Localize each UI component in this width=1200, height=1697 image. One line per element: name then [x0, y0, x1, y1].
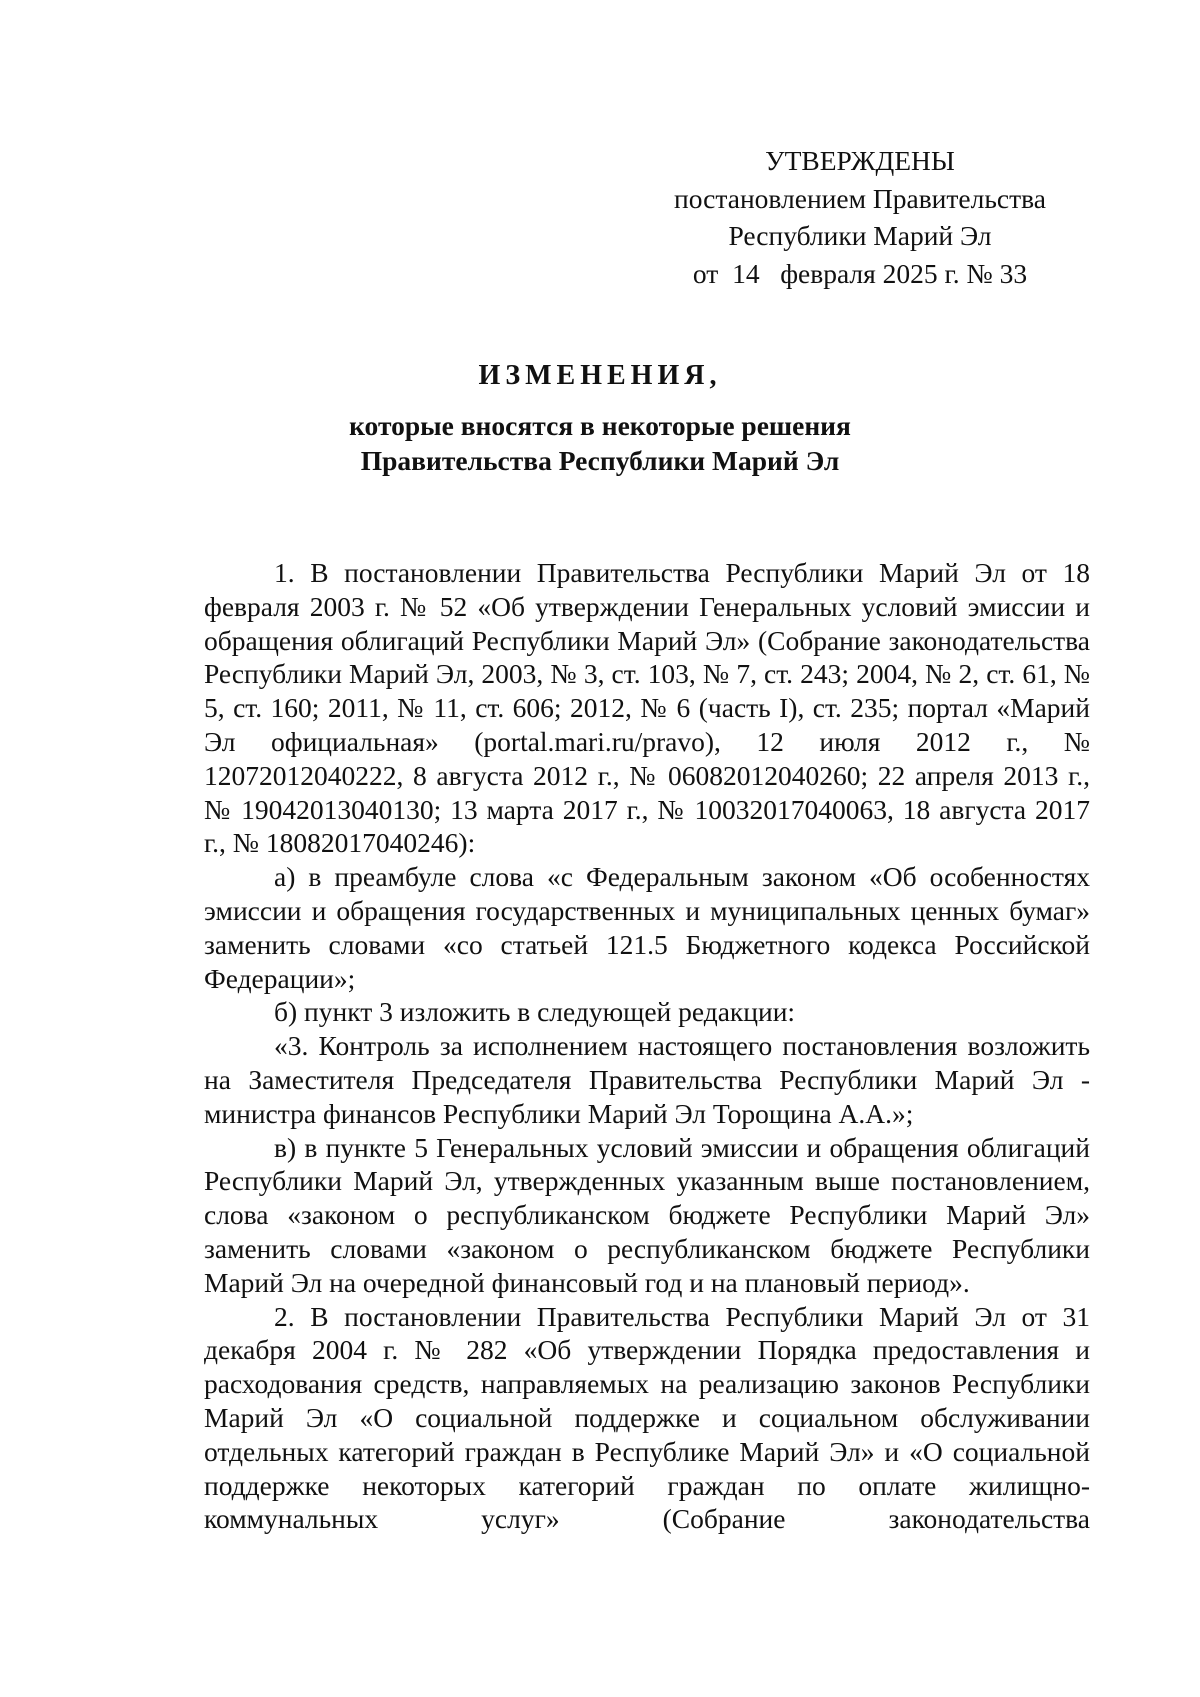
approval-block: [640, 142, 1080, 292]
document-subtitle: [0, 408, 1200, 478]
document-title: ИЗМЕНЕНИЯ,: [478, 360, 722, 391]
paragraph-1b: б) пункт 3 изложить в следующей редакции:: [274, 996, 796, 1028]
paragraph-1a: а) в преамбуле слова «с Федеральным законом «Об особенностях эмиссии и обращения государственных и муниципальных ценных бумаг» заменить словами «со статьей 121.5 Бюджетного кодекса Российской Федерации»;: [204, 861, 1090, 994]
approval-line-3: Республики Марий Эл: [728, 220, 992, 251]
subtitle-line-2: Правительства Республики Марий Эл: [360, 445, 840, 476]
document-body: [204, 556, 1090, 1536]
paragraph-2: 2. В постановлении Правительства Республики Марий Эл от 31 декабря 2004 г. № 282 «Об утверждении Порядка предоставления и расходования средств, направляемых на реализацию законов Республики Марий Эл «О социальной поддержке и социальном обслуживании отдельных категорий граждан в Республике Марий Эл» и «О социальной поддержке некоторых категорий граждан по оплате жилищно-коммунальных услуг» (Собрание законодательства: [204, 1300, 1090, 1535]
approval-line-1: УТВЕРЖДЕНЫ: [765, 145, 955, 176]
approval-line-2: постановлением Правительства: [674, 182, 1046, 214]
paragraph-1b-quote: «3. Контроль за исполнением настоящего постановления возложить на Заместителя Председателя Правительства Республики Марий Эл - министра финансов Республики Марий Эл Торощина А.А.»;: [204, 1030, 1090, 1129]
paragraph-1c: в) в пункте 5 Генеральных условий эмиссии и обращения облигаций Республики Марий Эл, утвержденных указанным выше постановлением, слова «законом о республиканском бюджете Республики Марий Эл» заменить словами «законом о республиканском бюджете Республики Марий Эл на очередной финансовый год и на плановый период».: [204, 1131, 1090, 1298]
subtitle-line-1: которые вносятся в некоторые решения: [349, 410, 851, 441]
paragraph-1: 1. В постановлении Правительства Республики Марий Эл от 18 февраля 2003 г. № 52 «Об утверждении Генеральных условий эмиссии и обращения облигаций Республики Марий Эл» (Собрание законодательства Республики Марий Эл, 2003, № 3, ст. 103, № 7, ст. 243; 2004, № 2, ст. 61, № 5, ст. 160; 2011, № 11, ст. 606; 2012, № 6 (часть I), ст. 235; портал «Марий Эл официальная» (portal.mari.ru/pravo), 12 июля 2012 г., № 12072012040222, 8 августа 2012 г., № 06082012040260; 22 апреля 2013 г., № 19042013040130; 13 марта 2017 г., № 10032017040063, 18 августа 2017 г., № 18082017040246):: [204, 557, 1090, 859]
approval-date-line: от 14 февраля 2025 г. № 33: [692, 257, 1028, 289]
